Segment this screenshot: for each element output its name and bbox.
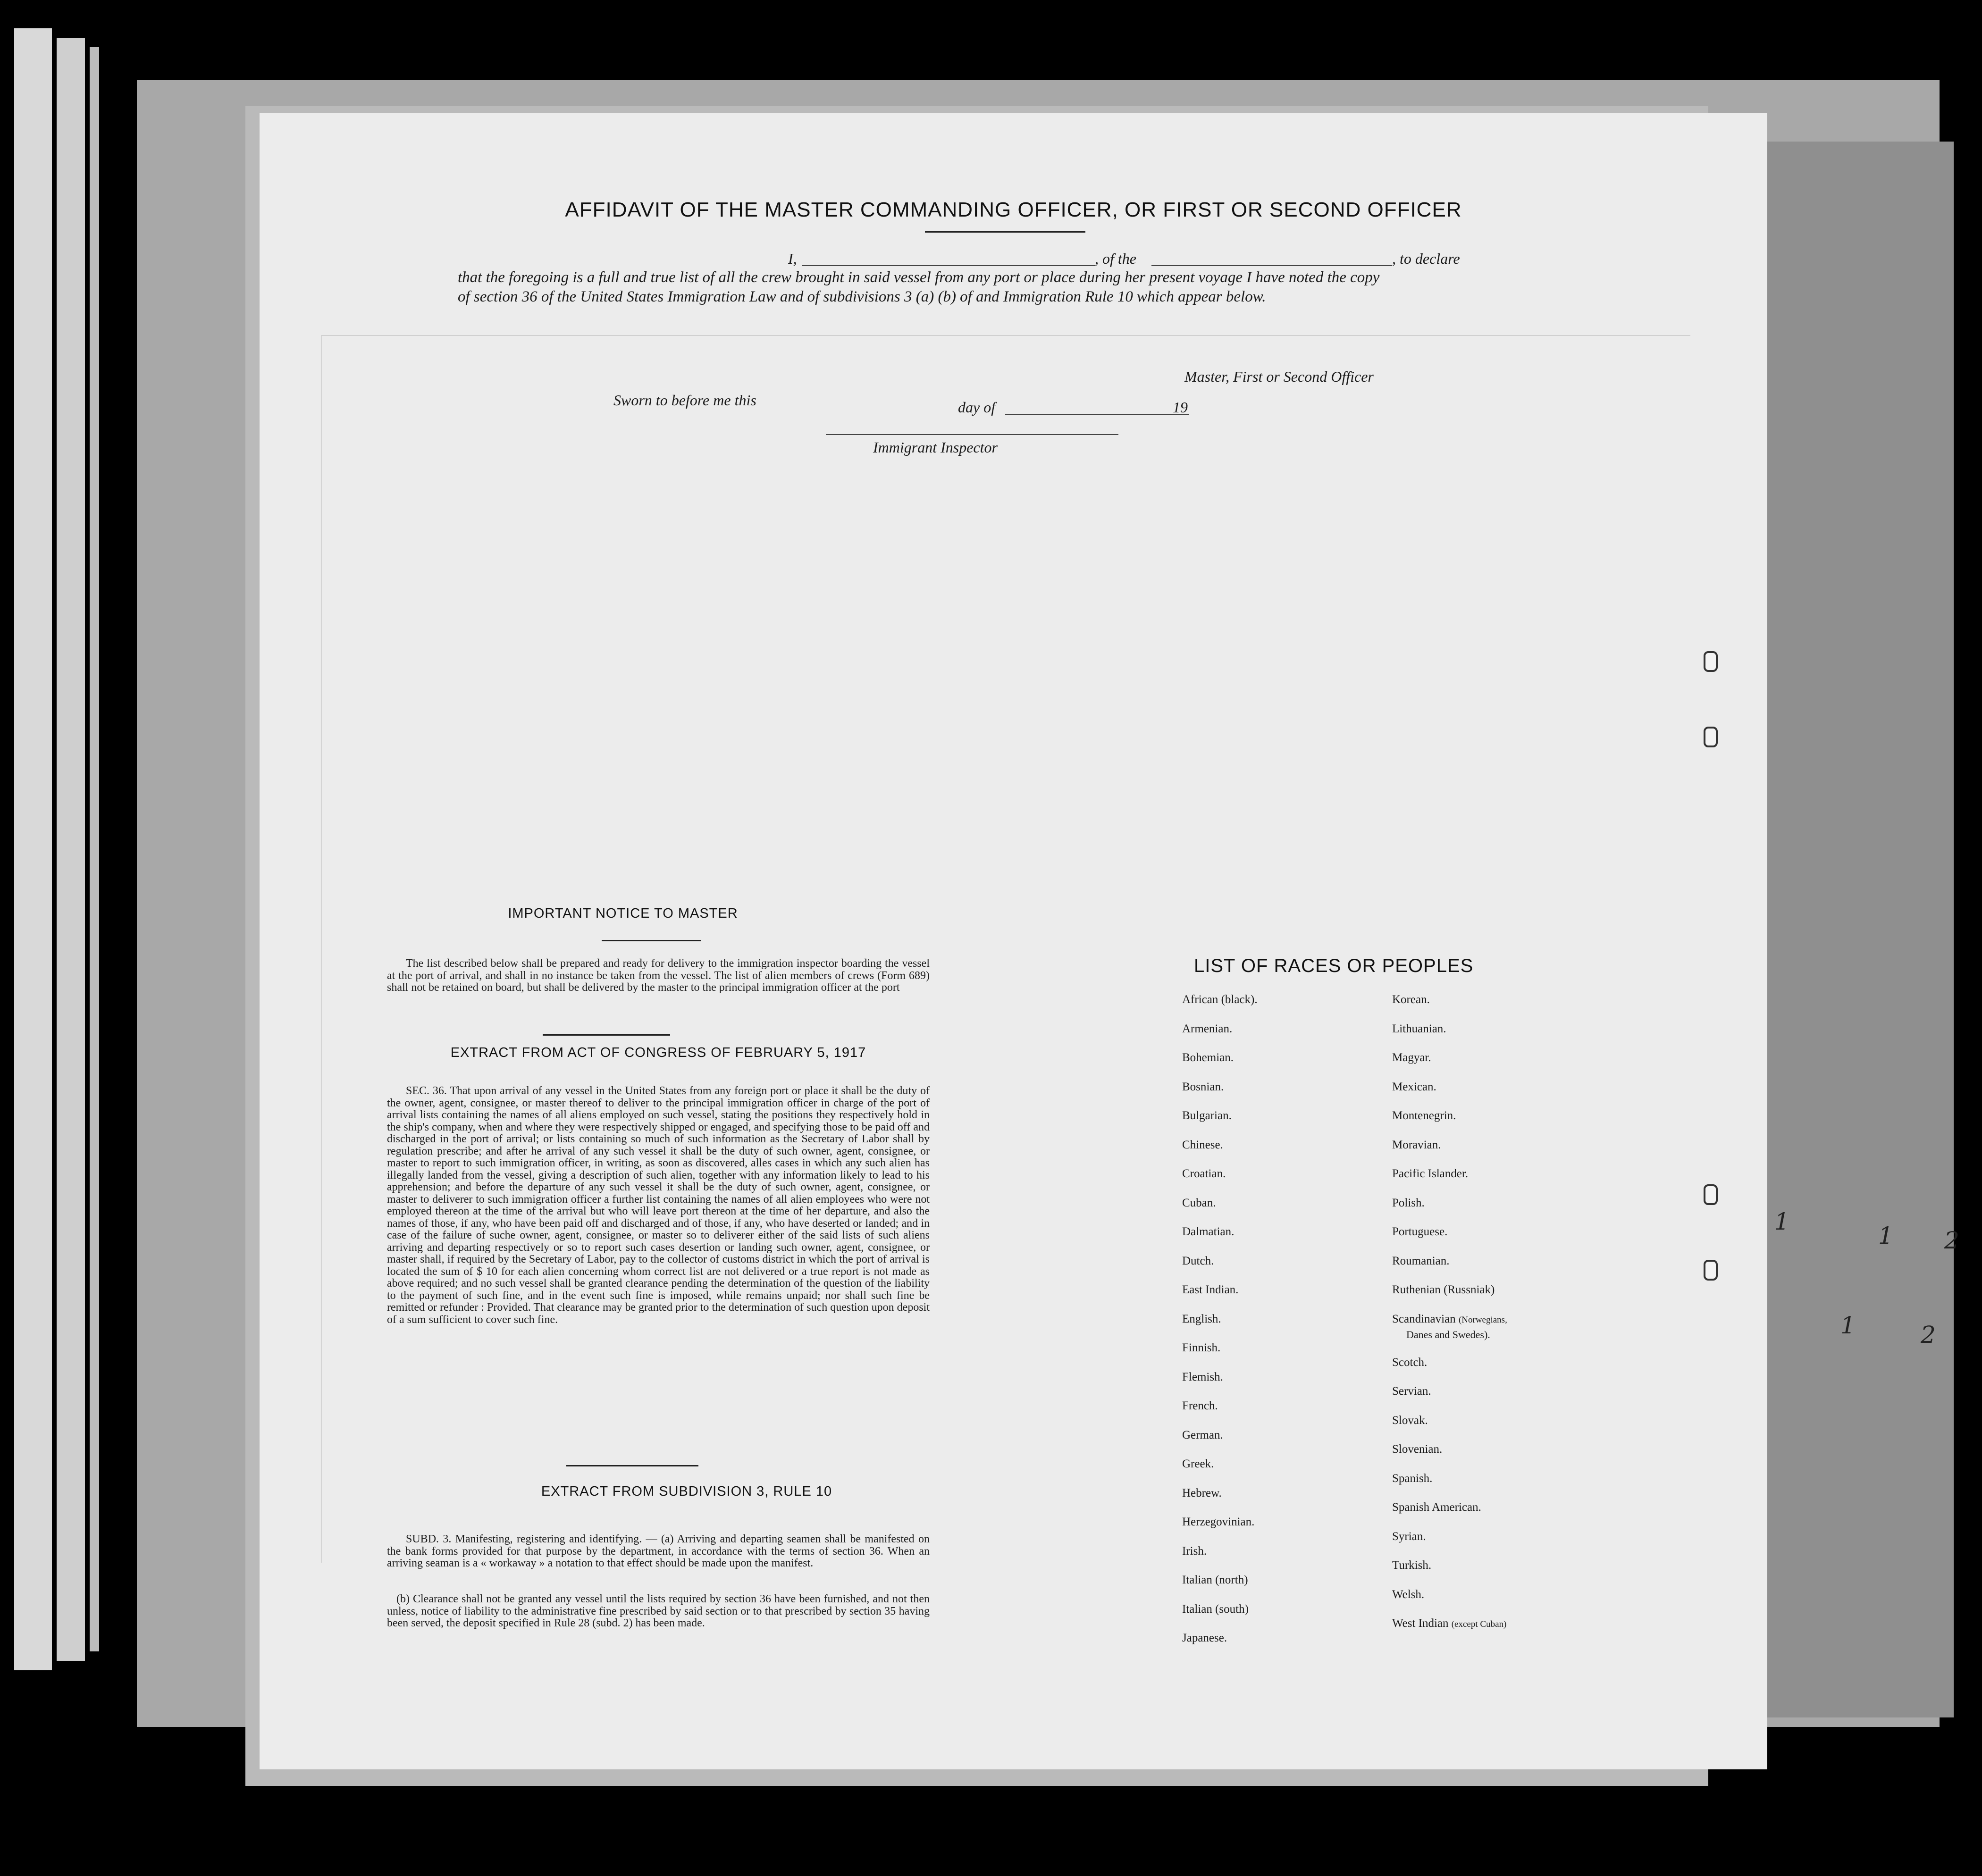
handwritten-mark: 1 [1840, 1312, 1856, 1339]
race-item: Chinese. [1182, 1139, 1223, 1151]
race-item: Spanish American. [1392, 1501, 1481, 1514]
race-item: Bulgarian. [1182, 1109, 1232, 1122]
rule-text-a: SUBD. 3. Manifesting, registering and identifying. — (a) Arriving and departing seamen shall be manifested on the bank forms provided for that purpose by the department, in accordance with the terms of section 36. When an arriving seaman is a « workaway » a notation to that effect should be made upon the manifest. [387, 1533, 930, 1569]
race-item: Italian (north) [1182, 1574, 1248, 1586]
rule-title: EXTRACT FROM SUBDIVISION 3, RULE 10 [541, 1484, 832, 1499]
race-item: Ruthenian (Russniak) [1392, 1283, 1495, 1296]
vessel-blank [1151, 265, 1392, 266]
race-item: Greek. [1182, 1457, 1214, 1470]
race-item: Syrian. [1392, 1530, 1426, 1543]
race-item: French. [1182, 1399, 1218, 1412]
affidavit-body: that the foregoing is a full and true list of all the crew brought in said vessel from any port or place during her present voyage I have noted the copy of section 36 of the United States Immigration Law and of subdivisions 3 (a) (b) of and Immigration Rule 10 which appear below. [458, 269, 1380, 305]
race-item: Slovenian. [1392, 1443, 1443, 1456]
notice-rule [602, 940, 701, 941]
race-item: Scotch. [1392, 1356, 1428, 1369]
binder-strip [90, 47, 99, 1651]
affidavit-title: AFFIDAVIT OF THE MASTER COMMANDING OFFICER, OR FIRST OR SECOND OFFICER [565, 198, 1462, 221]
race-item-scandinavian [1392, 1313, 1507, 1326]
race-item: Dalmatian. [1182, 1225, 1235, 1238]
race-item: Cuban. [1182, 1197, 1216, 1209]
race-item: East Indian. [1182, 1283, 1239, 1296]
act-rule-bottom [566, 1465, 698, 1466]
race-item: English. [1182, 1313, 1221, 1325]
race-label: Scandinavian [1392, 1313, 1456, 1325]
race-item: Bohemian. [1182, 1051, 1234, 1064]
affidavit-of-the: , of the [1095, 250, 1136, 267]
race-item: Herzegovinian. [1182, 1516, 1255, 1528]
race-item: Servian. [1392, 1385, 1431, 1398]
affidavit-to-declare: , to declare [1392, 250, 1460, 267]
act-rule-top [543, 1034, 670, 1036]
race-item: Croatian. [1182, 1167, 1226, 1180]
handwritten-mark: 1 [1774, 1208, 1789, 1235]
race-item: Slovak. [1392, 1414, 1428, 1427]
inspector-label: Immigrant Inspector [873, 439, 998, 456]
race-item: Welsh. [1392, 1588, 1425, 1601]
race-item: Irish. [1182, 1545, 1207, 1558]
race-item-west-indian [1392, 1617, 1506, 1630]
signature-blank [826, 434, 1118, 435]
notice-text: The list described below shall be prepared and ready for delivery to the immigration inspector boarding the vessel at the port of arrival, and shall in no instance be taken from the vessel. The list of alien members of crews (Form 689) shall not be retained on board, but shall be delivered by the master to the principal immigration officer at the port [387, 957, 930, 994]
year-label: 19 [1173, 399, 1188, 416]
race-item: Italian (south) [1182, 1603, 1249, 1616]
race-note: (except Cuban) [1451, 1619, 1507, 1629]
act-title: EXTRACT FROM ACT OF CONGRESS OF FEBRUARY 5, 1917 [450, 1045, 866, 1060]
punch-slot [1704, 727, 1718, 747]
notice-title: IMPORTANT NOTICE TO MASTER [508, 906, 738, 921]
race-item: Turkish. [1392, 1559, 1432, 1572]
race-item: Moravian. [1392, 1139, 1441, 1151]
race-item: German. [1182, 1429, 1223, 1441]
act-text: SEC. 36. That upon arrival of any vessel in the United States from any foreign port or place it shall be the duty of the owner, agent, consignee, or master thereof to deliver to the principal immigration officer in charge of the port of arrival lists containing the names of all aliens employed on such vessel, stating the positions they respectively hold in the ship's company, when and where they were respectively shipped or engaged, and specifying those to be paid off and discharged in the port of arrival; or lists containing so much of such information as the Secretary of Labor shall by regulation prescribe; and after he arrival of any such vessel it shall be the duty of such owner, agent, consignee, or master to report to such immigration officer, in writing, as soon as discovered, alles cases in which any such alien has illegally landed from the vessel, giving a description of such alien, together with any information likely to lead to his apprehension; and before the departure of any such vessel it shall be the duty of such owner, agent, consignee, or master to deliverer to such immigration officer a further list containing the names of all alien employees who were not employed thereon at the time of the arrival but who will leave port thereon at the time of her departure, and also the names of those, if any, who have been paid off and discharged and of those, if any, who have deserted or landed; and in case of the failure of suche owner, agent, consignee, or master so to deliverer either of the said lists of such aliens arriving and departing respectively or so to report such cases desertion or landing such owner, agent, consignee, or master shall, if required by the Secretary of Labor, pay to the collector of customs district in which the port of arrival is located the sum of $ 10 for each alien concerning whom correct list are not delivered or a true report is not made as above required; and no such vessel shall be granted clearance pending the determination of the question of the liability to the payment of such fine, and in the event such fine is imposed, while remains unpaid; nor shall such fine be remitted or refunder : Provided. That clearance may be granted prior to the determination of such question upon deposit of a sum sufficient to cover such fine. [387, 1085, 930, 1326]
punch-slot [1704, 1184, 1718, 1205]
handwritten-mark: 2 [1921, 1321, 1936, 1348]
race-item: Mexican. [1392, 1080, 1436, 1093]
race-note: (Norwegians, [1458, 1315, 1507, 1325]
race-label: West Indian [1392, 1617, 1449, 1630]
day-of-label: day of [958, 399, 996, 416]
date-blank [1005, 414, 1189, 415]
race-item: Korean. [1392, 993, 1430, 1006]
race-item: Polish. [1392, 1197, 1425, 1209]
race-item: Portuguese. [1392, 1225, 1448, 1238]
race-item: Pacific Islander. [1392, 1167, 1469, 1180]
punch-slot [1704, 651, 1718, 672]
race-item: African (black). [1182, 993, 1258, 1006]
race-item: Lithuanian. [1392, 1022, 1446, 1035]
race-item: Bosnian. [1182, 1080, 1224, 1093]
race-item: Spanish. [1392, 1472, 1433, 1485]
master-label: Master, First or Second Officer [1184, 368, 1374, 385]
race-item: Dutch. [1182, 1255, 1214, 1267]
punch-slot [1704, 1260, 1718, 1281]
binder-strip [14, 28, 52, 1670]
title-rule [925, 231, 1085, 233]
race-item: Flemish. [1182, 1371, 1223, 1383]
race-item: Finnish. [1182, 1341, 1221, 1354]
race-item: Armenian. [1182, 1022, 1233, 1035]
race-item: Magyar. [1392, 1051, 1431, 1064]
name-blank [802, 265, 1095, 266]
sworn-label: Sworn to before me this [613, 392, 756, 409]
handwritten-mark: 2 [1944, 1227, 1959, 1254]
rule-text-b: (b) Clearance shall not be granted any vessel until the lists required by section 36 have been furnished, and not then unless, notice of liability to the administrative fine prescribed by said section or to that prescribed by section 35 having been served, the deposit specified in Rule 28 (subd. 2) has been made. [387, 1593, 930, 1629]
race-note-line: Danes and Swedes). [1406, 1329, 1490, 1340]
race-item: Roumanian. [1392, 1255, 1450, 1267]
race-item: Japanese. [1182, 1632, 1227, 1644]
race-item: Hebrew. [1182, 1487, 1222, 1499]
affidavit-sheet [260, 113, 1767, 1769]
affidavit-i: I, [788, 250, 797, 267]
binder-strip [57, 38, 85, 1661]
races-title: LIST OF RACES OR PEOPLES [1194, 955, 1474, 976]
race-item: Montenegrin. [1392, 1109, 1456, 1122]
handwritten-mark: 1 [1878, 1222, 1893, 1249]
bleed-through-table [321, 335, 1690, 1563]
